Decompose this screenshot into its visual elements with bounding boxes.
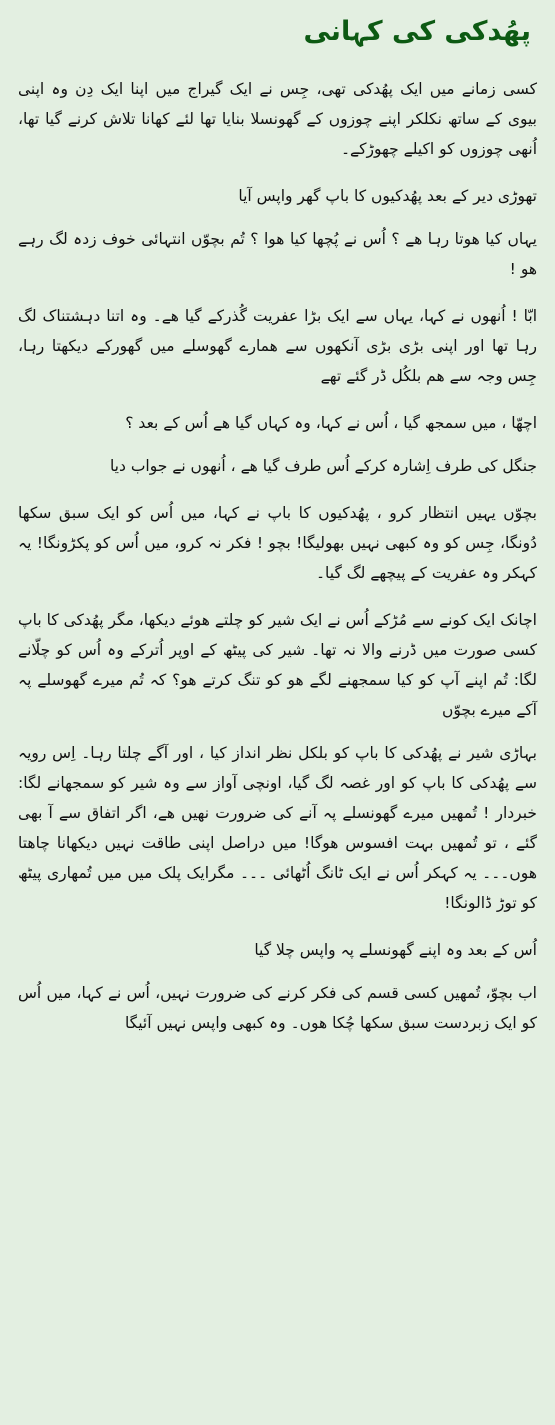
paragraph-father-promise: بچوّں یہیں انتظار کرو ، پھُدکیوں کا باپ نے کہا، میں اُس کو ایک سبق سکھا دُونگا، جِس کو وہ کبھی نہیں بھولیگا! بچو ! فکر نہ کرو، میں اُس کو پکڑونگا! یہ کہکر وہ عفریت کے پیچھے لگ گیا۔ [18, 504, 537, 582]
paragraph-understood: اچھّا ، میں سمجھ گیا ، اُس نے کہا، وہ کہاں گیا ھے اُس کے بعد ؟ [125, 414, 537, 432]
paragraph-forest-direction: جنگل کی طرف اِشارہ کرکے اُس طرف گیا ھے ، اُنھوں نے جواب دیا [109, 457, 537, 475]
paragraph-meets-lion: اچانک ایک کونے سے مُڑکے اُس نے ایک شیر کو چلتے ھوئے دیکھا، مگر پھُدکی کا باپ کسی صورت میں ڈرنے والا نہ تھا۔ شیر کی پیٹھ کے اوپر اُترکے وہ اُس کو چلّانے لگا: تُم اپنے آپ کو کیا سمجھنے لگے ھو کو تنگ کرتے ھو؟ کہ تُم میرے گھوسلے پہ آکے میرے بچوّں [18, 611, 537, 719]
paragraph-lion-ignores: بہاڑی شیر نے پھُدکی کا باپ کو بلکل نظر انداز کیا ، اور آگے چلتا رہا۔ اِس رویہ سے پھُدکی کا باپ کو اور غصہ لگ گیا، اونچی آواز سے وہ شیر کو سمجھانے لگا: خبردار ! تُمھیں میرے گھونسلے پہ آنے کی ضرورت نھیں ھے، اگر اتفاق سے آ بھی گئے ، تو تُمھیں بہت افسوس ھوگا! میں دراصل اپنی طاقت نہیں دیکھانا چاھتا ھوں۔۔۔ یہ کہکر اُس نے ایک ٹانگ اُٹھائی ۔۔۔ مگرایک پلک میں میں تُمھاری پیٹھ کو توڑ ڈالونگا! [18, 744, 537, 912]
paragraph-father-returns: تھوڑی دیر کے بعد پھُدکیوں کا باپ گھر واپس آیا [238, 187, 537, 205]
paragraph-intro: کسی زمانے میں ایک پھُدکی تھی، جِس نے ایک گیراج میں اپنا ایک دِن وہ اپنی بیوی کے ساتھ نکلکر اپنے چوزوں کے گھونسلا بنایا تھا لئے کھانا تلاش کرنے گیا تھا، اُنھی چوزوں کو اکیلے چھوڑکے۔ [18, 80, 537, 158]
paragraph-chicks-reply: ابّا ! اُنھوں نے کہا، یہاں سے ایک بڑا عفریت گُذرکے گیا ھے۔ وہ اتنا دہشتناک لگ رہا تھا اور اپنی بڑی بڑی آنکھوں سے ھمارے گھوسلے میں گھورکے دیکھتا رہا، جِس وجہ سے ھم بلکُل ڈر گئے تھے [18, 307, 537, 385]
paragraph-ending: اب بچوّ، تُمھیں کسی قسم کی فکر کرنے کی ضرورت نہیں، اُس نے کہا، میں اُس کو ایک زبردست سبق سکھا چُکا ھوں۔ وہ کبھی واپس نہیں آئیگا [18, 984, 537, 1032]
story-title: پھُدکی کی کہانی [303, 16, 531, 47]
paragraph-father-asks: یہاں کیا ھوتا رہا ھے ؟ اُس نے پُچھا کیا ھوا ؟ تُم بچوّں انتہائی خوف زدہ لگ رہے ھو ! [18, 230, 537, 278]
paragraph-returns-nest: اُس کے بعد وہ اپنے گھونسلے پہ واپس چلا گیا [254, 941, 537, 959]
